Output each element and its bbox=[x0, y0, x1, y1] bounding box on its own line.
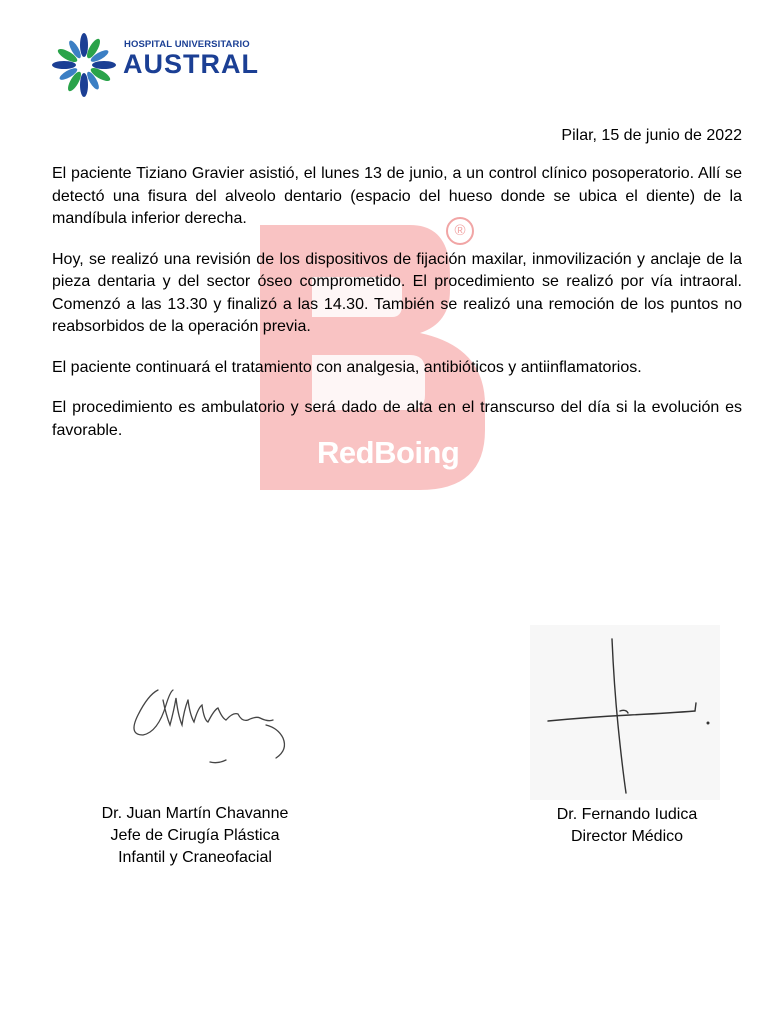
signature-block-right bbox=[517, 804, 737, 848]
paragraph: El procedimiento es ambulatorio y será dado de alta en el transcurso del día si la evolución es favorable. bbox=[52, 399, 742, 439]
signatory-name: Dr. Fernando Iudica bbox=[556, 806, 698, 823]
signatory-title: Jefe de Cirugía Plástica bbox=[110, 827, 280, 844]
signature-block-left bbox=[80, 803, 310, 869]
flower-logo-icon bbox=[50, 30, 120, 100]
document-body bbox=[52, 163, 742, 460]
hospital-subtitle: HOSPITAL UNIVERSITARIO bbox=[124, 39, 250, 50]
handwritten-signature-left bbox=[118, 670, 303, 780]
hospital-logo bbox=[50, 30, 280, 100]
hospital-name: AUSTRAL bbox=[123, 49, 259, 79]
signatory-title: Director Médico bbox=[570, 828, 684, 845]
paragraph: Hoy, se realizó una revisión de los dispositivos de fijación maxilar, inmovilización y anclaje de la pieza dentaria y del sector óseo comprometido. El procedimiento se realizó por vía intraoral. Comenzó a las 13.30 y finalizó a las 14.30. También se realizó una remoción de los puntos no reabsorbidos de la operación previa. bbox=[52, 250, 742, 335]
watermark-text: RedBoing bbox=[317, 435, 460, 470]
registered-mark: ® bbox=[446, 217, 474, 245]
document-date: Pilar, 15 de junio de 2022 bbox=[561, 127, 742, 144]
signatory-name: Dr. Juan Martín Chavanne bbox=[101, 805, 289, 822]
paragraph: El paciente continuará el tratamiento con analgesia, antibióticos y antiinflamatorios. bbox=[52, 358, 642, 376]
signatory-title: Infantil y Craneofacial bbox=[118, 849, 272, 866]
paragraph: El paciente Tiziano Gravier asistió, el lunes 13 de junio, a un control clínico posoperatorio. Allí se detectó una fisura del alveolo dentario (espacio del hueso donde se ubica el diente) de la mandíbula inferior derecha. bbox=[52, 165, 742, 227]
handwritten-signature-right bbox=[530, 625, 720, 800]
